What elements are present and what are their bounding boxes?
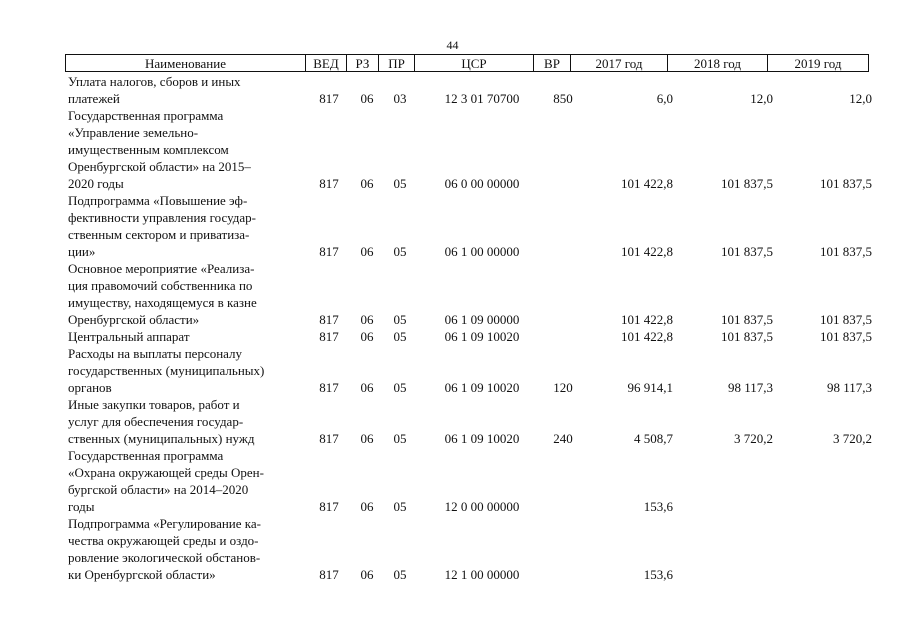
row-rz: 06	[360, 380, 374, 395]
row-pr: 05	[393, 499, 407, 514]
row-ved: 817	[319, 380, 339, 395]
table-row	[0, 345, 905, 396]
row-vr: 240	[553, 431, 573, 446]
row-rz: 06	[360, 431, 374, 446]
row-rz: 06	[360, 499, 374, 514]
row-2019: 101 837,5	[820, 176, 872, 191]
row-2018: 101 837,5	[721, 176, 773, 191]
page-number: 44	[446, 38, 459, 52]
row-ved: 817	[319, 244, 339, 259]
row-ved: 817	[319, 431, 339, 446]
row-pr: 05	[393, 176, 407, 191]
row-2017: 101 422,8	[621, 244, 673, 259]
header-vr: ВР	[533, 54, 571, 72]
row-name: Государственная программа «Управление земельно- имущественным комплексом Оренбургской области» на 2015– 2020 годы	[68, 108, 251, 191]
header-rz: РЗ	[346, 54, 379, 72]
header-csr: ЦСР	[414, 54, 534, 72]
row-csr: 06 1 09 10020	[444, 380, 520, 395]
row-pr: 05	[393, 329, 407, 344]
table-row	[0, 328, 905, 345]
row-pr: 05	[393, 380, 407, 395]
row-csr: 06 0 00 00000	[444, 176, 520, 191]
row-2018: 3 720,2	[734, 431, 773, 446]
row-name: Подпрограмма «Повышение эф- фективности управления государ- ственным сектором и приватиза- ции»	[68, 193, 256, 259]
table-row	[0, 260, 905, 328]
row-2019: 98 117,3	[826, 380, 872, 395]
row-rz: 06	[360, 312, 374, 327]
row-2017: 101 422,8	[621, 312, 673, 327]
row-name: Центральный аппарат	[68, 329, 190, 344]
row-2018: 101 837,5	[721, 244, 773, 259]
row-csr: 06 1 00 00000	[444, 244, 520, 259]
row-csr: 06 1 09 10020	[444, 329, 520, 344]
row-pr: 03	[393, 91, 407, 106]
header-pr: ПР	[378, 54, 415, 72]
row-2018: 12,0	[750, 91, 773, 106]
row-name: Иные закупки товаров, работ и услуг для обеспечения государ- ственных (муниципальных) нужд	[68, 397, 255, 446]
row-pr: 05	[393, 312, 407, 327]
row-vr: 120	[553, 380, 573, 395]
row-ved: 817	[319, 567, 339, 582]
row-pr: 05	[393, 567, 407, 582]
row-2019: 12,0	[849, 91, 872, 106]
row-pr: 05	[393, 244, 407, 259]
row-name: Уплата налогов, сборов и иных платежей	[68, 74, 241, 106]
row-rz: 06	[360, 91, 374, 106]
row-name: Государственная программа «Охрана окружающей среды Орен- бургской области» на 2014–2020 годы	[68, 448, 264, 514]
row-2019: 3 720,2	[833, 431, 872, 446]
row-ved: 817	[319, 91, 339, 106]
row-2018: 101 837,5	[721, 312, 773, 327]
header-2018: 2018 год	[667, 54, 768, 72]
table-row	[0, 73, 905, 107]
row-name: Основное мероприятие «Реализа- ция правомочий собственника по имуществу, находящемуся в казне Оренбургской области»	[68, 261, 257, 327]
row-ved: 817	[319, 312, 339, 327]
table-row	[0, 107, 905, 192]
header-2017: 2017 год	[570, 54, 668, 72]
row-csr: 06 1 09 10020	[444, 431, 520, 446]
row-2018: 101 837,5	[721, 329, 773, 344]
row-csr: 12 1 00 00000	[444, 567, 520, 582]
row-vr: 850	[553, 91, 573, 106]
row-name: Расходы на выплаты персоналу государственных (муниципальных) органов	[68, 346, 265, 395]
table-row	[0, 192, 905, 260]
row-2017: 4 508,7	[634, 431, 673, 446]
row-csr: 12 0 00 00000	[444, 499, 520, 514]
table-row	[0, 515, 905, 583]
row-rz: 06	[360, 176, 374, 191]
row-ved: 817	[319, 499, 339, 514]
row-2019: 101 837,5	[820, 244, 872, 259]
row-ved: 817	[319, 329, 339, 344]
header-ved: ВЕД	[305, 54, 347, 72]
table-row	[0, 447, 905, 515]
row-csr: 12 3 01 70700	[444, 91, 520, 106]
row-rz: 06	[360, 244, 374, 259]
table-row	[0, 396, 905, 447]
row-2017: 101 422,8	[621, 329, 673, 344]
header-name: Наименование	[65, 54, 306, 72]
table-header	[65, 54, 869, 72]
row-csr: 06 1 09 00000	[444, 312, 520, 327]
row-pr: 05	[393, 431, 407, 446]
row-2017: 153,6	[643, 567, 673, 582]
row-rz: 06	[360, 329, 374, 344]
row-2018: 98 117,3	[727, 380, 773, 395]
row-2017: 96 914,1	[627, 380, 673, 395]
row-2017: 101 422,8	[621, 176, 673, 191]
row-2019: 101 837,5	[820, 312, 872, 327]
row-2017: 6,0	[656, 91, 673, 106]
row-2017: 153,6	[643, 499, 673, 514]
row-ved: 817	[319, 176, 339, 191]
row-2019: 101 837,5	[820, 329, 872, 344]
row-name: Подпрограмма «Регулирование ка- чества окружающей среды и оздо- ровление экологической обстанов- ки Оренбургской области»	[68, 516, 261, 582]
header-2019: 2019 год	[767, 54, 869, 72]
row-rz: 06	[360, 567, 374, 582]
